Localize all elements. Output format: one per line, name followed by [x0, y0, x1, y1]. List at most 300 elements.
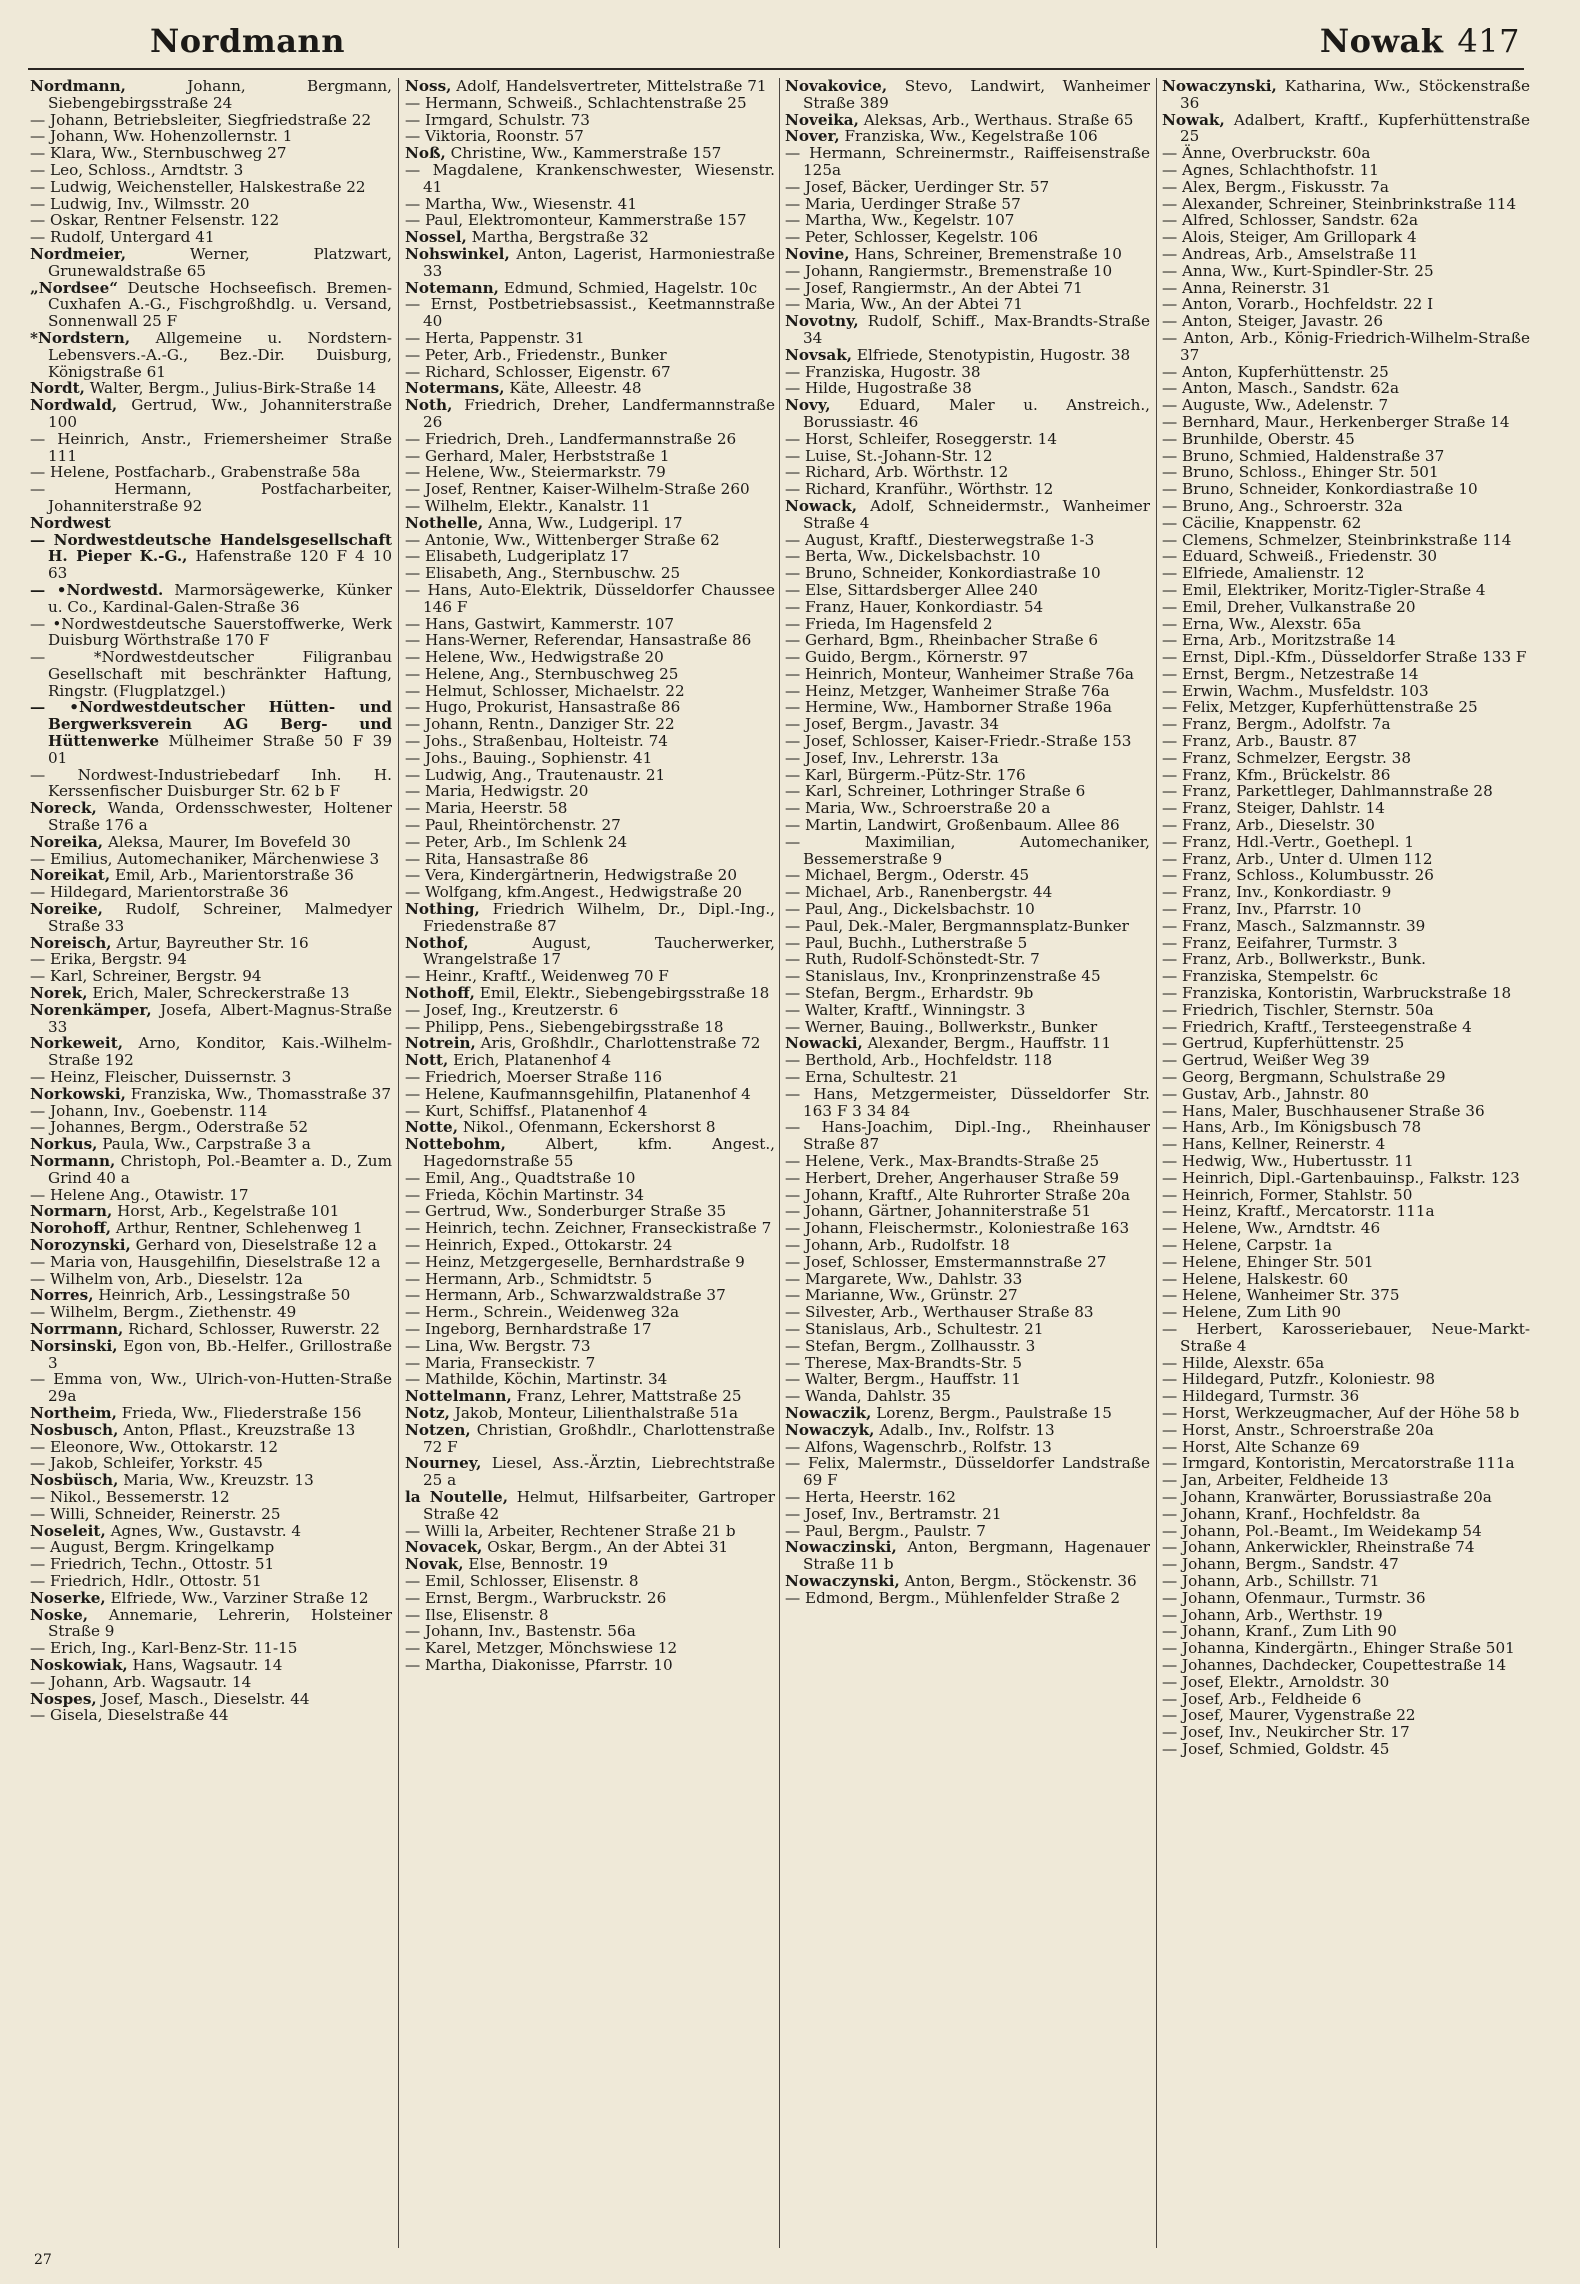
directory-entry: [785, 1371, 1150, 1388]
entry-details: Hans, Schreiner, Bremenstraße 10: [854, 244, 1122, 263]
entry-details: — Franz, Bergm., Adolfstr. 7a: [1162, 715, 1391, 734]
directory-entry: [30, 951, 392, 968]
entry-details: — Karl, Bürgerm.-Pütz-Str. 176: [785, 765, 1026, 784]
directory-entry: [785, 1523, 1150, 1540]
entry-surname: Notermans,: [405, 379, 505, 398]
entry-details: — Heinrich, techn. Zeichner, Franseckistraße 7: [405, 1219, 772, 1238]
directory-entry: [405, 699, 775, 716]
entry-details: — Ernst, Bergm., Warbruckstr. 26: [405, 1588, 667, 1607]
directory-entry: [405, 397, 775, 431]
entry-details: Emil, Elektr., Siebengebirgsstraße 18: [479, 984, 770, 1003]
directory-entry: [1162, 1254, 1530, 1271]
entry-details: — Franz, Inv., Konkordiastr. 9: [1162, 883, 1392, 902]
entry-details: — Leo, Schloss., Arndtstr. 3: [30, 160, 244, 179]
directory-entry: [1162, 599, 1530, 616]
entry-details: — Erich, Ing., Karl-Benz-Str. 11-15: [30, 1639, 298, 1658]
directory-entry: [1162, 1741, 1530, 1758]
directory-entry: [405, 296, 775, 330]
directory-entry: [30, 649, 392, 699]
directory-entry: [785, 1489, 1150, 1506]
directory-entry: [405, 1170, 775, 1187]
directory-entry: [405, 1035, 775, 1052]
directory-entry: [30, 968, 392, 985]
entry-details: — Georg, Bergmann, Schulstraße 29: [1162, 1068, 1446, 1087]
entry-details: — Hermann, Arb., Schwarzwaldstraße 37: [405, 1286, 726, 1305]
directory-entry: [30, 800, 392, 834]
directory-entry: [1162, 1573, 1530, 1590]
entry-details: — Johann, Kranwärter, Borussiastraße 20a: [1162, 1487, 1492, 1506]
entry-details: — Friedrich, Techn., Ottostr. 51: [30, 1555, 275, 1574]
entry-details: — Franz, Masch., Salzmannstr. 39: [1162, 916, 1426, 935]
entry-surname: Nowak,: [1162, 110, 1225, 129]
directory-entry: [1162, 112, 1530, 146]
directory-entry: [785, 1539, 1150, 1573]
entry-details: Johann, Bergmann, Siebengebirgsstraße 24: [48, 78, 392, 112]
entry-details: Agnes, Ww., Gustavstr. 4: [110, 1521, 302, 1540]
directory-entry: [785, 582, 1150, 599]
directory-entry: [30, 1590, 392, 1607]
entry-surname: Novotny,: [785, 312, 859, 331]
directory-entry: [1162, 1052, 1530, 1069]
directory-entry: [785, 1220, 1150, 1237]
entry-details: — Johs., Bauing., Sophienstr. 41: [405, 748, 653, 767]
directory-entry: [405, 1136, 775, 1170]
directory-entry: [405, 380, 775, 397]
entry-details: — Felix, Metzger, Kupferhüttenstraße 25: [1162, 698, 1478, 717]
directory-entry: [785, 985, 1150, 1002]
entry-details: — Johann, Arb., Werthstr. 19: [1162, 1605, 1383, 1624]
directory-entry: [785, 380, 1150, 397]
entry-details: — Johann, Bergm., Sandstr. 47: [1162, 1555, 1399, 1574]
entry-surname: Nossel,: [405, 228, 467, 247]
entry-details: — Martin, Landwirt, Großenbaum. Allee 86: [785, 816, 1120, 835]
entry-details: Maria, Ww., Kreuzstr. 13: [123, 1471, 314, 1490]
directory-entry: [785, 699, 1150, 716]
directory-entry: [785, 918, 1150, 935]
directory-entry: [30, 1287, 392, 1304]
directory-entry: [785, 431, 1150, 448]
directory-entry: [785, 313, 1150, 347]
entry-details: — Luise, St.-Johann-Str. 12: [785, 446, 993, 465]
entry-details: — Therese, Max-Brandts-Str. 5: [785, 1353, 1023, 1372]
directory-entry: [30, 162, 392, 179]
directory-entry: [405, 783, 775, 800]
entry-details: — Ingeborg, Bernhardstraße 17: [405, 1319, 652, 1338]
entry-details: — Bruno, Ang., Schroerstr. 32a: [1162, 496, 1403, 515]
directory-entry: [30, 884, 392, 901]
entry-details: — Andreas, Arb., Amselstraße 11: [1162, 244, 1419, 263]
entry-details: Aleksa, Maurer, Im Bovefeld 30: [107, 832, 351, 851]
running-head-right: [1320, 22, 1520, 60]
entry-details: — Johann, Pol.-Beamt., Im Weidekamp 54: [1162, 1521, 1482, 1540]
directory-entry: [30, 196, 392, 213]
entry-details: — Alfred, Schlosser, Sandstr. 62a: [1162, 211, 1419, 230]
directory-entry: [1162, 515, 1530, 532]
entry-surname: Norkeweit,: [30, 1034, 124, 1053]
entry-details: Christian, Großhdlr., Charlottenstraße 72 F: [423, 1420, 775, 1456]
directory-entry: [1162, 145, 1530, 162]
entry-details: — Josef, Maurer, Vygenstraße 22: [1162, 1706, 1416, 1725]
directory-entry: [785, 481, 1150, 498]
entry-details: — Maximilian, Automechaniker, Bessemerstraße 9: [785, 832, 1150, 868]
directory-entry: [785, 1271, 1150, 1288]
entry-details: — Herbert, Dreher, Angerhauser Straße 59: [785, 1168, 1119, 1187]
entry-details: — Franz, Arb., Baustr. 87: [1162, 732, 1358, 751]
entry-details: — Hildegard, Marientorstraße 36: [30, 883, 289, 902]
entry-details: — Ilse, Elisenstr. 8: [405, 1605, 549, 1624]
entry-details: — Heinz, Kraftf., Mercatorstr. 111a: [1162, 1202, 1435, 1221]
entry-details: — Josef, Bergm., Javastr. 34: [785, 715, 1000, 734]
directory-entry: [785, 128, 1150, 145]
entry-details: — Maria, Heerstr. 58: [405, 799, 568, 818]
entry-details: — Anna, Ww., Kurt-Spindler-Str. 25: [1162, 261, 1434, 280]
entry-details: — Johann, Arb. Wagsautr. 14: [30, 1672, 252, 1691]
running-head-left: Nordmann: [150, 22, 345, 60]
entry-surname: Nowaczinski,: [785, 1538, 897, 1557]
entry-details: Hans, Wagsautr. 14: [132, 1655, 283, 1674]
directory-entry: [405, 1388, 775, 1405]
directory-entry: [30, 380, 392, 397]
entry-details: — Erna, Schultestr. 21: [785, 1068, 959, 1087]
directory-entry: [30, 1539, 392, 1556]
directory-entry: [785, 1388, 1150, 1405]
directory-entry: [785, 280, 1150, 297]
entry-details: — Josef, Arb., Feldheide 6: [1162, 1689, 1362, 1708]
entry-details: — Heinrich, Anstr., Friemersheimer Straße 111: [30, 429, 392, 465]
directory-entry: [785, 145, 1150, 179]
directory-entry: [1162, 851, 1530, 868]
entry-details: — Stanislaus, Arb., Schultestr. 21: [785, 1319, 1044, 1338]
entry-details: — Stefan, Bergm., Zollhausstr. 3: [785, 1336, 1036, 1355]
directory-entry: [1162, 1388, 1530, 1405]
entry-details: — Helene, Verk., Max-Brandts-Straße 25: [785, 1152, 1100, 1170]
directory-entry: [1162, 364, 1530, 381]
directory-entry: [30, 1203, 392, 1220]
directory-entry: [785, 263, 1150, 280]
directory-entry: [1162, 1506, 1530, 1523]
entry-details: — Johann, Ofenmaur., Turmstr. 36: [1162, 1588, 1426, 1607]
directory-entry: [785, 532, 1150, 549]
entry-details: Alexander, Bergm., Hauffstr. 11: [867, 1034, 1112, 1053]
directory-entry: [1162, 683, 1530, 700]
directory-entry: [785, 179, 1150, 196]
directory-entry: [30, 1707, 392, 1724]
directory-entry: [405, 1304, 775, 1321]
directory-entry: [30, 1422, 392, 1439]
entry-details: Emil, Arb., Marientorstraße 36: [114, 866, 354, 885]
directory-entry: [30, 1573, 392, 1590]
entry-details: — Josef, Schlosser, Emstermannstraße 27: [785, 1252, 1107, 1271]
directory-entry: [785, 935, 1150, 952]
entry-details: — Helene, Ww., Steiermarkstr. 79: [405, 463, 666, 482]
directory-entry: [785, 1590, 1150, 1607]
directory-entry: [30, 78, 392, 112]
column-divider: [779, 78, 780, 2248]
entry-details: — Richard, Arb. Wörthstr. 12: [785, 463, 1009, 482]
directory-entry: [30, 128, 392, 145]
directory-entry: [1162, 565, 1530, 582]
entry-details: — Josef, Elektr., Arnoldstr. 30: [1162, 1672, 1390, 1691]
directory-entry: [30, 532, 392, 582]
directory-entry: [785, 834, 1150, 868]
entry-details: — Eduard, Schweiß., Friedenstr. 30: [1162, 547, 1438, 566]
directory-entry: [785, 783, 1150, 800]
entry-details: — Gertrud, Ww., Sonderburger Straße 35: [405, 1202, 727, 1221]
directory-entry: [1162, 1103, 1530, 1120]
entry-details: — Bruno, Schneider, Konkordiastraße 10: [785, 564, 1101, 583]
directory-entry: [405, 1623, 775, 1640]
entry-details: — Josef, Inv., Neukircher Str. 17: [1162, 1723, 1410, 1742]
entry-details: — Richard, Schlosser, Eigenstr. 67: [405, 362, 671, 381]
directory-entry: [405, 280, 775, 297]
directory-entry: [405, 515, 775, 532]
directory-entry: [1162, 699, 1530, 716]
directory-entry: [1162, 1556, 1530, 1573]
entry-details: — Hedwig, Ww., Hubertusstr. 11: [1162, 1152, 1414, 1170]
entry-details: — Wolfgang, kfm.Angest., Hedwigstraße 20: [405, 883, 743, 902]
entry-surname: Nover,: [785, 127, 840, 146]
directory-entry: [405, 649, 775, 666]
directory-entry: [1162, 1153, 1530, 1170]
directory-entry: [1162, 548, 1530, 565]
entry-details: — Johann, Fleischermstr., Koloniestraße 163: [785, 1219, 1130, 1238]
entry-details: — Hermann, Schweiß., Schlachtenstraße 25: [405, 93, 747, 112]
directory-entry: [1162, 1422, 1530, 1439]
directory-entry: [405, 364, 775, 381]
directory-entry: [785, 616, 1150, 633]
entry-details: — Helene, Halskestr. 60: [1162, 1269, 1349, 1288]
directory-entry: [1162, 1355, 1530, 1372]
directory-entry: [405, 78, 775, 95]
entry-details: — Johann, Rangiermstr., Bremenstraße 10: [785, 261, 1113, 280]
directory-entry: [1162, 481, 1530, 498]
directory-entry: [1162, 935, 1530, 952]
entry-details: — Helene, Postfacharb., Grabenstraße 58a: [30, 463, 361, 482]
entry-details: Erich, Maler, Schreckerstraße 13: [92, 984, 350, 1003]
directory-entry: [1162, 246, 1530, 263]
entry-surname: Nothoff,: [405, 984, 475, 1003]
entry-details: — Anton, Kupferhüttenstr. 25: [1162, 362, 1389, 381]
entry-details: — Walter, Bergm., Hauffstr. 11: [785, 1370, 1021, 1389]
entry-details: — Johann, Gärtner, Johanniterstraße 51: [785, 1202, 1092, 1221]
directory-entry: [1162, 1203, 1530, 1220]
directory-entry: [30, 1455, 392, 1472]
directory-entry: [405, 145, 775, 162]
entry-details: — Gerhard, Bgm., Rheinbacher Straße 6: [785, 631, 1099, 650]
directory-entry: [1162, 1523, 1530, 1540]
entry-details: Arthur, Rentner, Schlehenweg 1: [115, 1219, 363, 1238]
entry-surname: Notzen,: [405, 1420, 471, 1439]
directory-entry: [405, 1338, 775, 1355]
directory-entry: [30, 1472, 392, 1489]
entry-details: — Emil, Elektriker, Moritz-Tigler-Straße 4: [1162, 580, 1486, 599]
directory-entry: [785, 1338, 1150, 1355]
directory-entry: [1162, 313, 1530, 330]
directory-entry: [785, 683, 1150, 700]
entry-details: Eduard, Maler u. Anstreich., Borussiastr. 46: [803, 396, 1150, 431]
directory-entry: [1162, 179, 1530, 196]
entry-details: — Johann, Rentn., Danziger Str. 22: [405, 715, 675, 734]
directory-entry: [785, 666, 1150, 683]
entry-surname: Norek,: [30, 984, 88, 1003]
directory-entry: [30, 212, 392, 229]
directory-entry: [405, 1220, 775, 1237]
directory-entry: [1162, 1170, 1530, 1187]
entry-details: — Franz, Kfm., Brückelstr. 86: [1162, 765, 1391, 784]
entry-details: — Nikol., Bessemerstr. 12: [30, 1487, 230, 1506]
entry-surname: Noß,: [405, 144, 446, 163]
directory-entry: [405, 1187, 775, 1204]
header-rule: [28, 68, 1524, 70]
directory-entry: [405, 1119, 775, 1136]
directory-entry: [1162, 817, 1530, 834]
directory-entry: [405, 1237, 775, 1254]
directory-entry: [30, 935, 392, 952]
entry-surname: Noth,: [405, 396, 453, 415]
directory-entry: [405, 1657, 775, 1674]
entry-details: — Friedrich, Dreh., Landfermannstraße 26: [405, 429, 737, 448]
entry-details: Wanda, Ordensschwester, Holtener Straße 176 a: [48, 799, 392, 835]
entry-surname: Novsak,: [785, 345, 853, 364]
directory-entry: [405, 1254, 775, 1271]
entry-surname: Nowaczik,: [785, 1403, 872, 1422]
directory-entry: [1162, 263, 1530, 280]
entry-details: — Heinr., Kraftf., Weidenweg 70 F: [405, 967, 669, 986]
directory-entry: [1162, 296, 1530, 313]
entry-details: — Alexander, Schreiner, Steinbrinkstraße 114: [1162, 194, 1517, 213]
entry-surname: *Nordstern,: [30, 328, 131, 347]
directory-entry: [30, 1489, 392, 1506]
entry-details: — Karel, Metzger, Mönchswiese 12: [405, 1639, 678, 1658]
entry-details: Liesel, Ass.-Ärztin, Liebrechtstraße 25 a: [423, 1454, 775, 1490]
entry-details: — Johann, Ankerwickler, Rheinstraße 74: [1162, 1538, 1475, 1557]
entry-details: — Hans, Auto-Elektrik, Düsseldorfer Chaussee 146 F: [405, 580, 775, 616]
entry-surname: Noseleit,: [30, 1521, 106, 1540]
entry-details: Christoph, Pol.-Beamter a. D., Zum Grind 40 a: [48, 1152, 392, 1187]
entry-surname: Nowaczynski,: [1162, 78, 1277, 95]
directory-entry: [1162, 884, 1530, 901]
entry-details: — Friedrich, Tischler, Sternstr. 50a: [1162, 1000, 1434, 1019]
entry-details: — Michael, Bergm., Oderstr. 45: [785, 866, 1030, 885]
directory-entry: [30, 280, 392, 330]
entry-details: — Karl, Schreiner, Bergstr. 94: [30, 967, 262, 986]
directory-entry: [30, 834, 392, 851]
entry-details: — Anton, Arb., König-Friedrich-Wilhelm-Straße 37: [1162, 328, 1530, 364]
entry-surname: Novine,: [785, 244, 850, 263]
entry-details: Friedrich Wilhelm, Dr., Dipl.-Ing., Friedenstraße 87: [423, 900, 775, 935]
entry-surname: Norkowski,: [30, 1084, 126, 1103]
entry-details: Oskar, Bergm., An der Abtei 31: [487, 1538, 729, 1557]
directory-entry: [405, 1523, 775, 1540]
entry-details: — Anton, Steiger, Javastr. 26: [1162, 312, 1384, 331]
entry-details: — Stefan, Bergm., Erhardstr. 9b: [785, 984, 1034, 1003]
running-head-right-name: Nowak: [1319, 22, 1444, 60]
entry-surname: Nottelmann,: [405, 1387, 512, 1406]
entry-details: Helmut, Hilfsarbeiter, Gartroper Straße 42: [423, 1487, 775, 1523]
directory-entry: [785, 733, 1150, 750]
entry-surname: Nothof,: [405, 933, 469, 952]
entry-surname: Noreikat,: [30, 866, 111, 885]
directory-entry: [405, 347, 775, 364]
directory-entry: [1162, 750, 1530, 767]
entry-details: Adolf, Handelsvertreter, Mittelstraße 71: [456, 78, 767, 95]
directory-entry: [1162, 1607, 1530, 1624]
entry-surname: Noske,: [30, 1605, 89, 1624]
directory-entry: [1162, 1724, 1530, 1741]
directory-entry: [785, 867, 1150, 884]
directory-entry: [785, 716, 1150, 733]
directory-entry: [785, 1287, 1150, 1304]
directory-entry: [1162, 1304, 1530, 1321]
entry-details: — Johannes, Dachdecker, Coupettestraße 14: [1162, 1655, 1507, 1674]
entry-surname: Noss,: [405, 78, 452, 95]
entry-details: — Elfriede, Amalienstr. 12: [1162, 564, 1365, 583]
directory-entry: [405, 733, 775, 750]
directory-entry: [1162, 414, 1530, 431]
entry-details: — Anton, Masch., Sandstr. 62a: [1162, 379, 1400, 398]
directory-entry: [1162, 733, 1530, 750]
entry-details: — Paul, Rheintörchenstr. 27: [405, 816, 621, 835]
page-number: 417: [1457, 22, 1520, 60]
entry-details: — Hilde, Alexstr. 65a: [1162, 1353, 1325, 1372]
directory-entry: [405, 683, 775, 700]
entry-details: — Heinz, Metzgergeselle, Bernhardstraße 9: [405, 1252, 745, 1271]
entry-details: — Franz, Eeifahrer, Turmstr. 3: [1162, 933, 1398, 952]
entry-details: — Else, Sittardsberger Allee 240: [785, 580, 1038, 599]
directory-entry: [30, 1691, 392, 1708]
entry-surname: Nowaczynski,: [785, 1571, 900, 1590]
directory-entry: [405, 481, 775, 498]
printer-signature: 27: [34, 2252, 52, 2268]
directory-entry: [30, 1119, 392, 1136]
entry-details: — Maria, Franseckistr. 7: [405, 1353, 596, 1372]
directory-entry: [30, 330, 392, 380]
directory-entry: [785, 364, 1150, 381]
directory-entry: [30, 985, 392, 1002]
entry-details: — Johanna, Kindergärtn., Ehinger Straße 501: [1162, 1639, 1515, 1658]
directory-entry: [30, 1405, 392, 1422]
directory-entry: [1162, 1187, 1530, 1204]
directory-entry: [405, 1052, 775, 1069]
entry-details: Else, Bennostr. 19: [468, 1555, 609, 1574]
directory-entry: [785, 1170, 1150, 1187]
directory-entry: [30, 1136, 392, 1153]
entry-surname: Norsinski,: [30, 1336, 118, 1355]
directory-entry: [30, 1556, 392, 1573]
entry-surname: Nott,: [405, 1051, 449, 1070]
directory-entry: [785, 750, 1150, 767]
entry-details: Horst, Arb., Kegelstraße 101: [117, 1202, 340, 1221]
entry-details: — Margarete, Ww., Dahlstr. 33: [785, 1269, 1023, 1288]
entry-details: — Felix, Malermstr., Düsseldorfer Landstraße 69 F: [785, 1454, 1150, 1490]
entry-details: — Emil, Ang., Quadtstraße 10: [405, 1168, 636, 1187]
directory-entry: [1162, 1220, 1530, 1237]
entry-details: — Josef, Rangiermstr., An der Abtei 71: [785, 278, 1083, 297]
directory-entry: [785, 448, 1150, 465]
directory-entry: [405, 985, 775, 1002]
entry-surname: Nordwest: [30, 513, 111, 532]
directory-entry: [30, 767, 392, 801]
entry-details: Erich, Platanenhof 4: [453, 1051, 612, 1070]
entry-details: Lorenz, Bergm., Paulstraße 15: [876, 1403, 1112, 1422]
entry-details: — Frieda, Im Hagensfeld 2: [785, 614, 993, 633]
directory-entry: [1162, 78, 1530, 112]
directory-entry: [785, 1237, 1150, 1254]
entry-details: — Johann, Inv., Bastenstr. 56a: [405, 1622, 636, 1641]
directory-entry: [1162, 1237, 1530, 1254]
directory-entry: [30, 1674, 392, 1691]
directory-entry: [1162, 1371, 1530, 1388]
